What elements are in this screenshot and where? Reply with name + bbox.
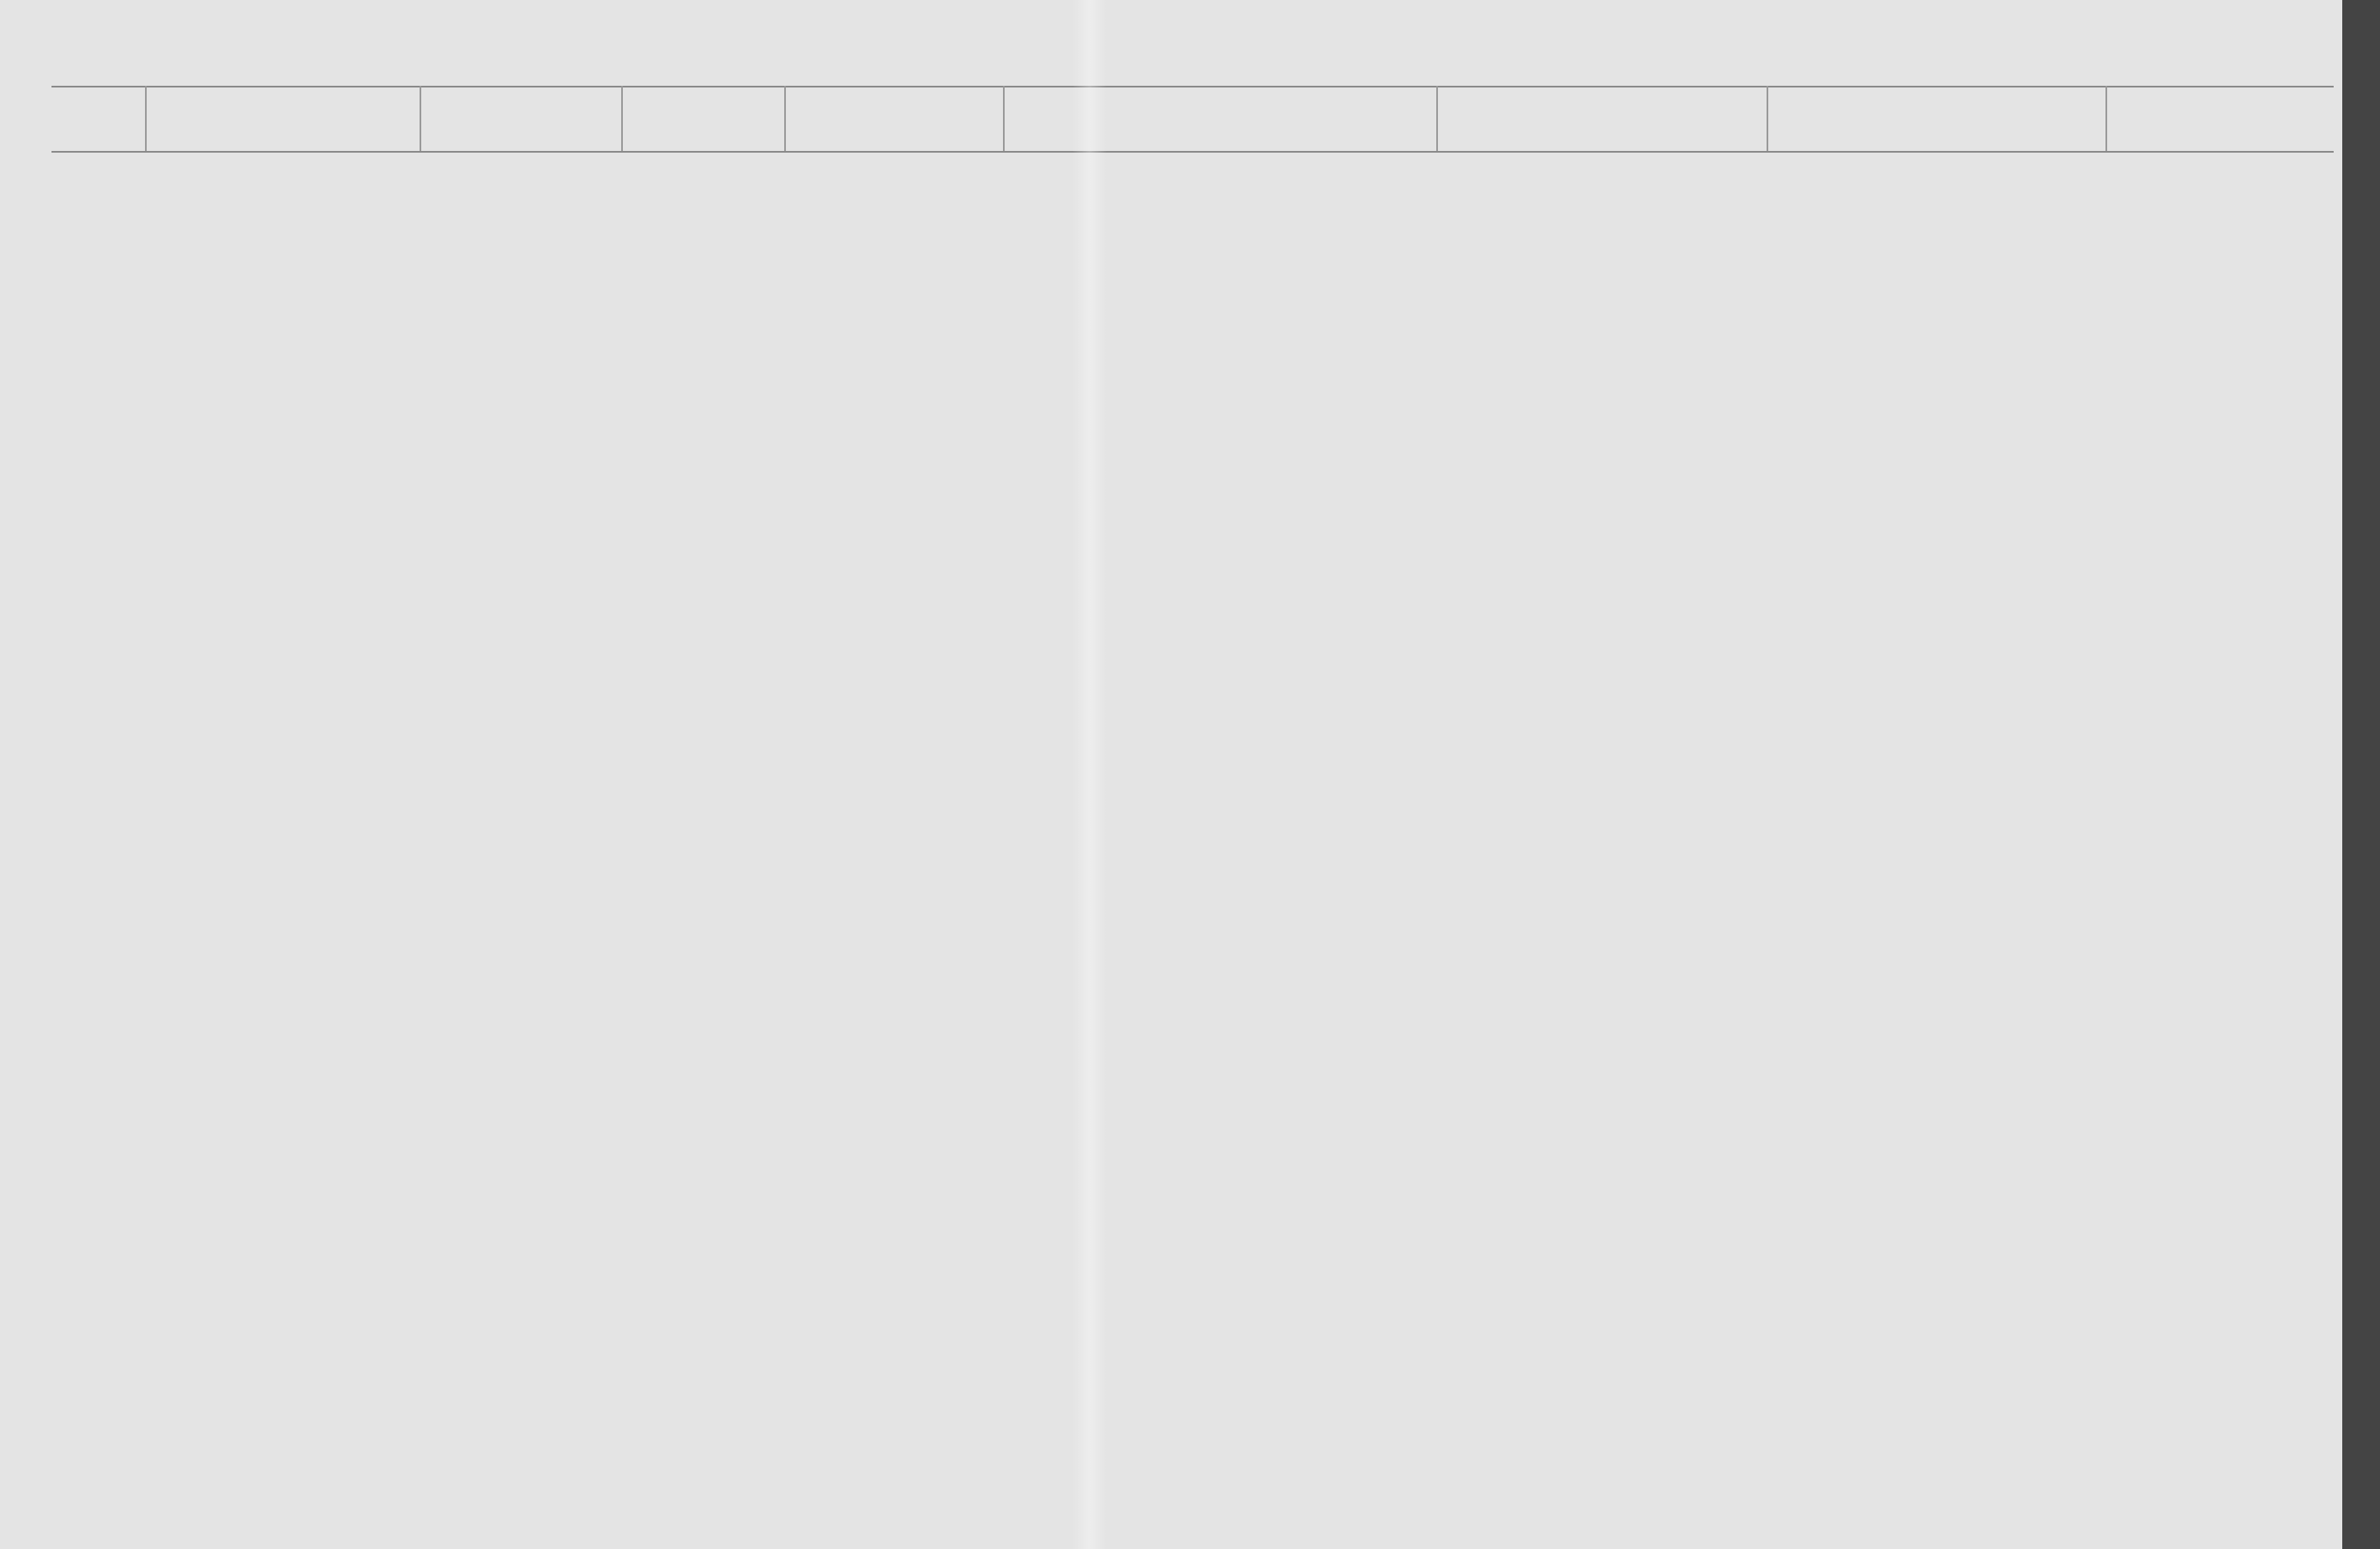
column-header — [420, 87, 622, 152]
column-number-row — [51, 87, 2334, 152]
column-header — [1767, 87, 2106, 152]
scan-edge — [2342, 0, 2380, 1549]
column-header — [51, 87, 146, 152]
column-header — [1437, 87, 1767, 152]
column-header — [1004, 87, 1437, 152]
column-header — [146, 87, 420, 152]
column-header — [785, 87, 1004, 152]
register-table — [51, 86, 2334, 153]
column-header — [2106, 87, 2334, 152]
column-header — [622, 87, 785, 152]
